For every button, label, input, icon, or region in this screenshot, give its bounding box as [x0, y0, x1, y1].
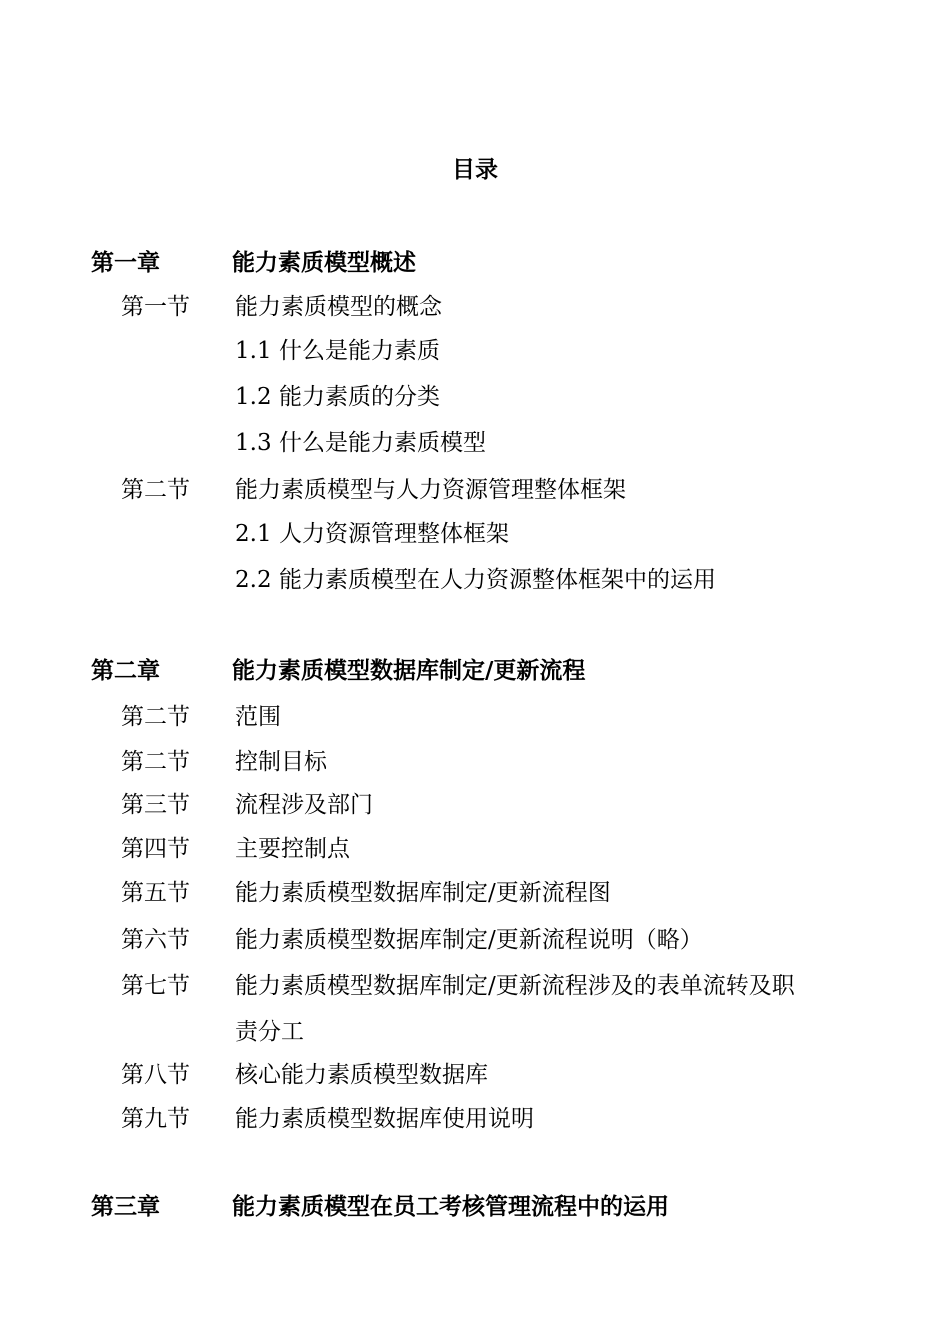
- section-title: 控制目标: [235, 749, 327, 775]
- toc-section-2-5[interactable]: [0, 875, 950, 911]
- section-label: 第六节: [121, 927, 190, 953]
- toc-title: 目录: [452, 157, 498, 183]
- section-title-continuation: 责分工: [235, 1019, 304, 1045]
- subsection-title: 人力资源管理整体框架: [279, 521, 509, 547]
- subsection-title: 什么是能力素质: [279, 338, 440, 364]
- chapter-title: 能力素质模型在员工考核管理流程中的运用: [232, 1194, 669, 1220]
- toc-chapter-3[interactable]: [0, 1189, 950, 1225]
- section-label: 第二节: [121, 704, 190, 730]
- section-label: 第五节: [121, 880, 190, 906]
- section-label: 第三节: [121, 792, 190, 818]
- toc-section-2-1[interactable]: [0, 699, 950, 735]
- section-title: 流程涉及部门: [235, 792, 373, 818]
- toc-section-2-9[interactable]: [0, 1101, 950, 1137]
- section-title: 能力素质模型数据库制定/更新流程说明（略）: [235, 927, 703, 953]
- toc-section-2-7-continued[interactable]: [0, 1014, 950, 1050]
- section-title: 核心能力素质模型数据库: [235, 1062, 488, 1088]
- section-title: 能力素质模型数据库制定/更新流程涉及的表单流转及职: [235, 973, 795, 999]
- subsection-number: 2.2: [235, 567, 272, 593]
- subsection-title: 能力素质模型在人力资源整体框架中的运用: [279, 567, 716, 593]
- subsection-number: 2.1: [235, 521, 272, 547]
- section-label: 第九节: [121, 1106, 190, 1132]
- toc-section-2-3[interactable]: [0, 787, 950, 823]
- toc-subsection-2-1[interactable]: [0, 516, 950, 552]
- section-title: 主要控制点: [235, 836, 350, 862]
- section-label: 第四节: [121, 836, 190, 862]
- section-label: 第七节: [121, 973, 190, 999]
- subsection-title: 什么是能力素质模型: [279, 430, 486, 456]
- toc-section-1-1[interactable]: [0, 289, 950, 325]
- toc-subsection-1-2[interactable]: [0, 379, 950, 415]
- toc-section-2-7[interactable]: [0, 968, 950, 1004]
- section-title: 能力素质模型数据库制定/更新流程图: [235, 880, 611, 906]
- toc-section-2-2[interactable]: [0, 744, 950, 780]
- section-label: 第八节: [121, 1062, 190, 1088]
- chapter-label: 第一章: [91, 250, 160, 276]
- toc-chapter-1[interactable]: [0, 245, 950, 281]
- toc-chapter-2[interactable]: [0, 653, 950, 689]
- toc-section-2-6[interactable]: [0, 922, 950, 958]
- section-label: 第二节: [121, 477, 190, 503]
- chapter-title: 能力素质模型数据库制定/更新流程: [232, 658, 586, 684]
- toc-section-2-4[interactable]: [0, 831, 950, 867]
- subsection-number: 1.1: [235, 338, 272, 364]
- section-title: 能力素质模型与人力资源管理整体框架: [235, 477, 626, 503]
- chapter-label: 第三章: [91, 1194, 160, 1220]
- section-title: 能力素质模型数据库使用说明: [235, 1106, 534, 1132]
- toc-section-1-2[interactable]: [0, 472, 950, 508]
- toc-subsection-1-1[interactable]: [0, 333, 950, 369]
- chapter-title: 能力素质模型概述: [232, 250, 416, 276]
- subsection-number: 1.3: [235, 430, 272, 456]
- section-label: 第二节: [121, 749, 190, 775]
- toc-section-2-8[interactable]: [0, 1057, 950, 1093]
- chapter-label: 第二章: [91, 658, 160, 684]
- toc-subsection-1-3[interactable]: [0, 425, 950, 461]
- subsection-number: 1.2: [235, 384, 272, 410]
- section-title: 能力素质模型的概念: [235, 294, 442, 320]
- section-label: 第一节: [121, 294, 190, 320]
- toc-subsection-2-2[interactable]: [0, 562, 950, 598]
- section-title: 范围: [235, 704, 281, 730]
- subsection-title: 能力素质的分类: [279, 384, 440, 410]
